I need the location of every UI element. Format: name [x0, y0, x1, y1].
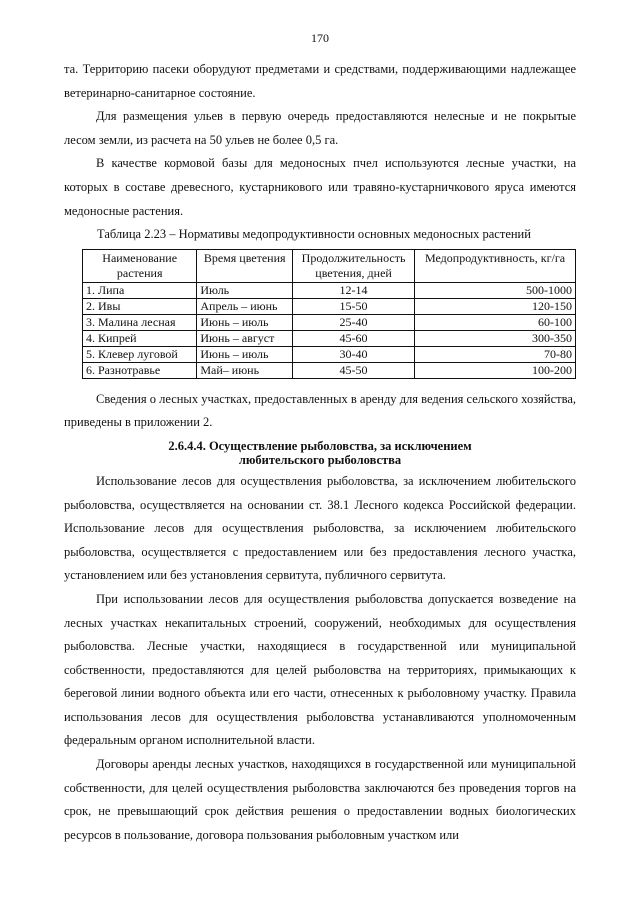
cell-plant: 4. Кипрей	[83, 330, 197, 346]
cell-time: Июль	[197, 282, 293, 298]
table-row	[83, 314, 576, 330]
header-flowering-time: Время цветения	[197, 249, 293, 282]
table-row	[83, 346, 576, 362]
cell-productivity: 70-80	[415, 346, 576, 362]
table-header-row	[83, 249, 576, 282]
cell-productivity: 300-350	[415, 330, 576, 346]
table-caption: Таблица 2.23 – Нормативы медопродуктивности основных медоносных растений	[97, 227, 531, 242]
cell-time: Июнь – июль	[197, 314, 293, 330]
section-heading-line1: 2.6.4.4. Осуществление рыболовства, за исключением	[168, 438, 472, 453]
paragraph-fishing-structures: При использовании лесов для осуществления рыболовства допускается возведение на лесных участках некапитальных строений, сооружений, необходимых для осуществления рыболовства. Лесные участки, находящиеся в государственной или муниципальной собственности, предоставляются для целей рыболовства на территориях, примыкающих к береговой линии водного объекта или его части, отнесенных к рыболовному участку. Правила использования лесов для осуществления рыболовства устанавливаются уполномоченным федеральным органом исполнительной власти.	[64, 591, 576, 748]
cell-duration: 45-60	[293, 330, 415, 346]
cell-duration: 25-40	[293, 314, 415, 330]
header-honey-productivity: Медопродуктивность, кг/га	[415, 249, 576, 282]
cell-duration: 12-14	[293, 282, 415, 298]
cell-plant: 3. Малина лесная	[83, 314, 197, 330]
paragraph-lease-info: Сведения о лесных участках, предоставленных в аренду для ведения сельского хозяйства, приведены в приложении 2.	[64, 391, 576, 430]
cell-time: Апрель – июнь	[197, 298, 293, 314]
cell-productivity: 100-200	[415, 362, 576, 378]
paragraph-forage-base: В качестве кормовой базы для медоносных пчел используются лесные участки, на которых в составе древесного, кустарникового или травяно-кустарничкового яруса имеются медоносные растения.	[64, 156, 576, 218]
cell-productivity: 60-100	[415, 314, 576, 330]
table-row	[83, 330, 576, 346]
cell-duration: 15-50	[293, 298, 415, 314]
cell-time: Май– июнь	[197, 362, 293, 378]
header-plant-name: Наименование растения	[83, 249, 197, 282]
header-flowering-duration: Продолжительность цветения, дней	[293, 249, 415, 282]
cell-plant: 5. Клевер луговой	[83, 346, 197, 362]
cell-time: Июнь – август	[197, 330, 293, 346]
table-row	[83, 298, 576, 314]
cell-time: Июнь – июль	[197, 346, 293, 362]
section-heading-line2: любительского рыболовства	[238, 452, 402, 467]
cell-duration: 45-50	[293, 362, 415, 378]
page-body	[64, 58, 576, 847]
page-number: 170	[311, 31, 329, 45]
cell-plant: 6. Разнотравье	[83, 362, 197, 378]
cell-duration: 30-40	[293, 346, 415, 362]
paragraph-fishing-basis: Использование лесов для осуществления рыболовства, за исключением любительского рыболовства, осуществляется на основании ст. 38.1 Лесного кодекса Российской федерации. Использование лесов для осуществления рыболовства, за исключением любительского рыболовства, осуществляется с предоставлением или без предоставления лесного участка, установлением или без установления сервитута, публичного сервитута.	[64, 473, 576, 583]
paragraph-hive-placement: Для размещения ульев в первую очередь предоставляются нелесные и не покрытые лесом земли, из расчета на 50 ульев не более 0,5 га.	[64, 109, 576, 147]
cell-productivity: 120-150	[415, 298, 576, 314]
table-row	[83, 282, 576, 298]
cell-plant: 2. Ивы	[83, 298, 197, 314]
honey-productivity-table	[82, 249, 576, 379]
paragraph-lease-contracts: Договоры аренды лесных участков, находящихся в государственной или муниципальной собственности, для целей осуществления рыболовства заключаются без проведения торгов на срок, не превышающий срок действия решения о предоставлении водных биологических ресурсов в пользование, договора пользования рыболовным участком или	[64, 757, 576, 842]
cell-productivity: 500-1000	[415, 282, 576, 298]
paragraph-pasture-equipment: та. Территорию пасеки оборудуют предметами и средствами, поддерживающими надлежащее ветеринарно-санитарное состояние.	[64, 62, 576, 100]
table-row	[83, 362, 576, 378]
section-heading	[64, 439, 576, 467]
cell-plant: 1. Липа	[83, 282, 197, 298]
